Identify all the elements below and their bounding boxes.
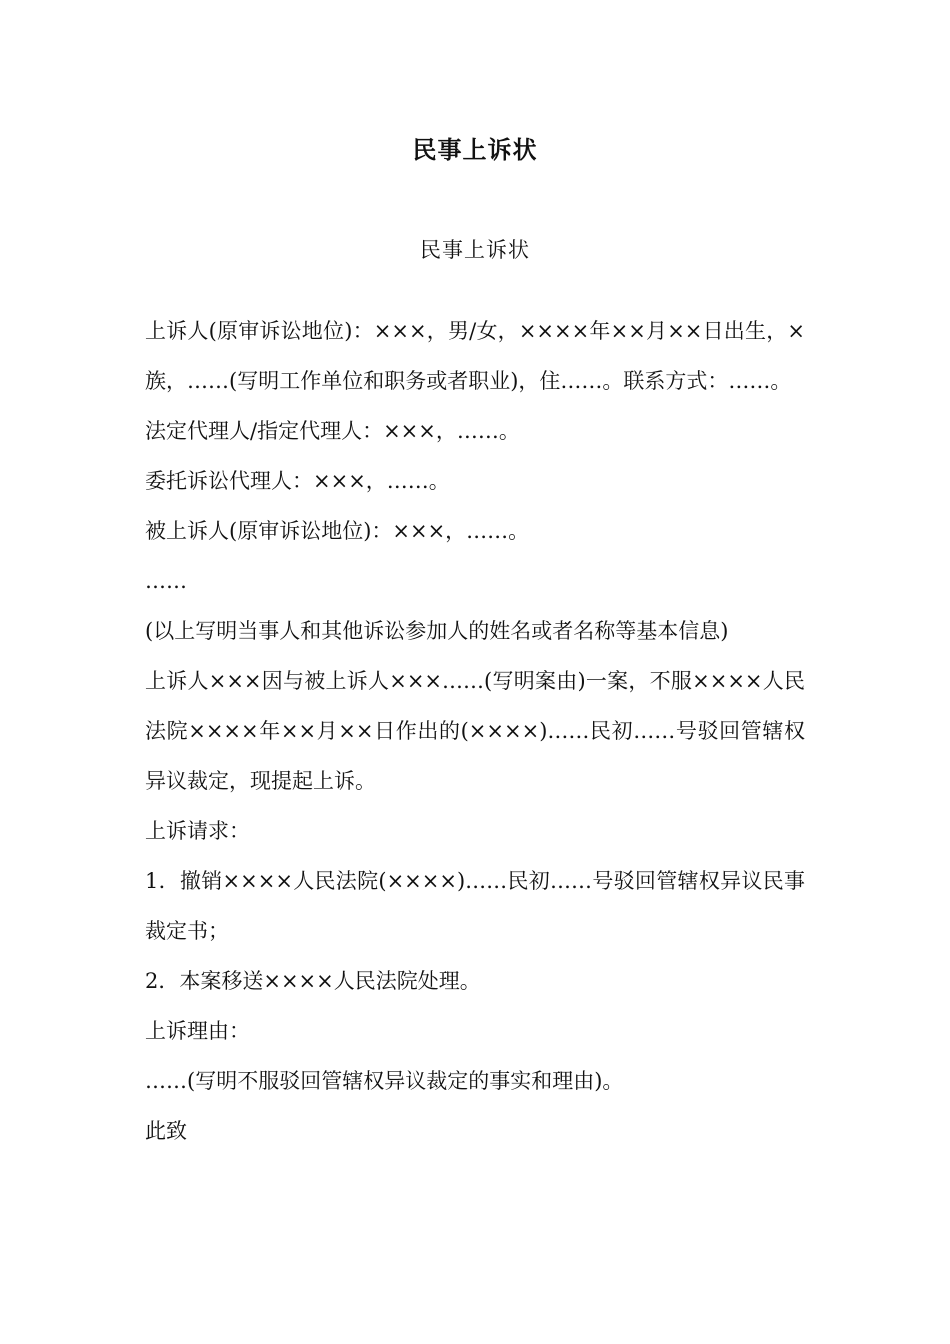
legal-representative: 法定代理人/指定代理人：×××，……。 (145, 419, 520, 443)
appeal-reasons-text: ……(写明不服驳回管辖权异议裁定的事实和理由)。 (145, 1069, 624, 1093)
appellee-info: 被上诉人(原审诉讼地位)：×××，……。 (145, 519, 530, 543)
document-body (145, 306, 805, 1156)
appeal-request-1: 1．撤销××××人民法院(××××)……民初……号驳回管辖权异议民事裁定书； (145, 869, 805, 943)
parties-note: (以上写明当事人和其他诉讼参加人的姓名或者名称等基本信息) (145, 619, 729, 643)
document-title: 民事上诉状 (412, 136, 538, 164)
ellipsis-line: …… (145, 569, 187, 593)
appeal-requests-heading: 上诉请求： (145, 819, 250, 843)
case-statement: 上诉人×××因与被上诉人×××……(写明案由)一案，不服××××人民法院××××年××月××日作出的(××××)……民初……号驳回管辖权异议裁定，现提起上诉。 (145, 669, 805, 793)
appeal-request-2: 2．本案移送××××人民法院处理。 (145, 969, 481, 993)
entrusted-agent: 委托诉讼代理人：×××，……。 (145, 469, 450, 493)
appeal-reasons-heading: 上诉理由： (145, 1019, 250, 1043)
document-subtitle: 民事上诉状 (420, 238, 530, 262)
appellant-info: 上诉人(原审诉讼地位)：×××，男/女，××××年××月××日出生，×族，……(写明工作单位和职务或者职业)，住……。联系方式：……。 (145, 319, 805, 393)
closing-salutation: 此致 (145, 1119, 187, 1143)
